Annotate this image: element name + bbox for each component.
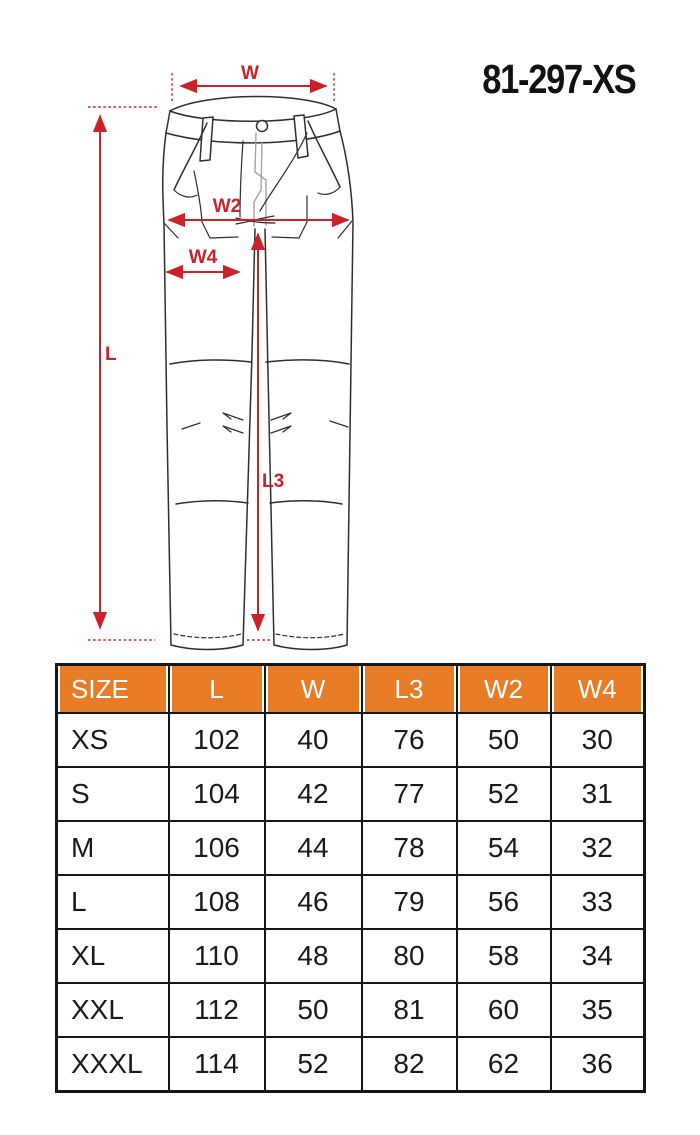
column-header-size: SIZE bbox=[57, 665, 169, 714]
size-cell: XXXL bbox=[57, 1037, 169, 1092]
dimension-w4 bbox=[167, 247, 239, 272]
value-cell: 31 bbox=[551, 767, 645, 821]
table-row bbox=[57, 929, 645, 983]
table-row bbox=[57, 983, 645, 1037]
value-cell: 58 bbox=[457, 929, 551, 983]
column-header-w: W bbox=[265, 665, 362, 714]
dimension-l bbox=[88, 107, 158, 640]
value-cell: 78 bbox=[362, 821, 457, 875]
value-cell: 110 bbox=[169, 929, 265, 983]
dimension-label-w: W bbox=[241, 63, 259, 84]
value-cell: 112 bbox=[169, 983, 265, 1037]
value-cell: 34 bbox=[551, 929, 645, 983]
size-cell: S bbox=[57, 767, 169, 821]
value-cell: 44 bbox=[265, 821, 362, 875]
column-header-l3: L3 bbox=[362, 665, 457, 714]
value-cell: 104 bbox=[169, 767, 265, 821]
table-row bbox=[57, 767, 645, 821]
value-cell: 50 bbox=[265, 983, 362, 1037]
value-cell: 32 bbox=[551, 821, 645, 875]
value-cell: 60 bbox=[457, 983, 551, 1037]
dimension-label-w2: W2 bbox=[212, 196, 242, 217]
dimension-label-l: L bbox=[105, 344, 117, 365]
value-cell: 76 bbox=[362, 713, 457, 767]
value-cell: 114 bbox=[169, 1037, 265, 1092]
column-header-w4: W4 bbox=[551, 665, 645, 714]
value-cell: 82 bbox=[362, 1037, 457, 1092]
value-cell: 62 bbox=[457, 1037, 551, 1092]
value-cell: 54 bbox=[457, 821, 551, 875]
value-cell: 80 bbox=[362, 929, 457, 983]
value-cell: 42 bbox=[265, 767, 362, 821]
table-row bbox=[57, 821, 645, 875]
dimension-label-l3: L3 bbox=[262, 471, 285, 492]
value-cell: 106 bbox=[169, 821, 265, 875]
value-cell: 56 bbox=[457, 875, 551, 929]
size-cell: XS bbox=[57, 713, 169, 767]
product-code: 81-297-XS bbox=[482, 56, 636, 102]
value-cell: 50 bbox=[457, 713, 551, 767]
value-cell: 52 bbox=[457, 767, 551, 821]
dimension-l3 bbox=[247, 234, 284, 640]
column-header-l: L bbox=[169, 665, 265, 714]
dimension-label-w4: W4 bbox=[188, 247, 218, 268]
size-cell: XXL bbox=[57, 983, 169, 1037]
value-cell: 48 bbox=[265, 929, 362, 983]
value-cell: 35 bbox=[551, 983, 645, 1037]
table-row bbox=[57, 1037, 645, 1092]
value-cell: 52 bbox=[265, 1037, 362, 1092]
size-cell: XL bbox=[57, 929, 169, 983]
size-cell: M bbox=[57, 821, 169, 875]
value-cell: 81 bbox=[362, 983, 457, 1037]
table-row bbox=[57, 875, 645, 929]
value-cell: 40 bbox=[265, 713, 362, 767]
table-row bbox=[57, 713, 645, 767]
table-header-row bbox=[57, 665, 645, 714]
value-cell: 36 bbox=[551, 1037, 645, 1092]
value-cell: 108 bbox=[169, 875, 265, 929]
value-cell: 102 bbox=[169, 713, 265, 767]
column-header-w2: W2 bbox=[457, 665, 551, 714]
value-cell: 79 bbox=[362, 875, 457, 929]
dimension-w2 bbox=[169, 196, 348, 220]
size-table bbox=[55, 663, 646, 1093]
size-cell: L bbox=[57, 875, 169, 929]
value-cell: 30 bbox=[551, 713, 645, 767]
value-cell: 33 bbox=[551, 875, 645, 929]
value-cell: 77 bbox=[362, 767, 457, 821]
value-cell: 46 bbox=[265, 875, 362, 929]
